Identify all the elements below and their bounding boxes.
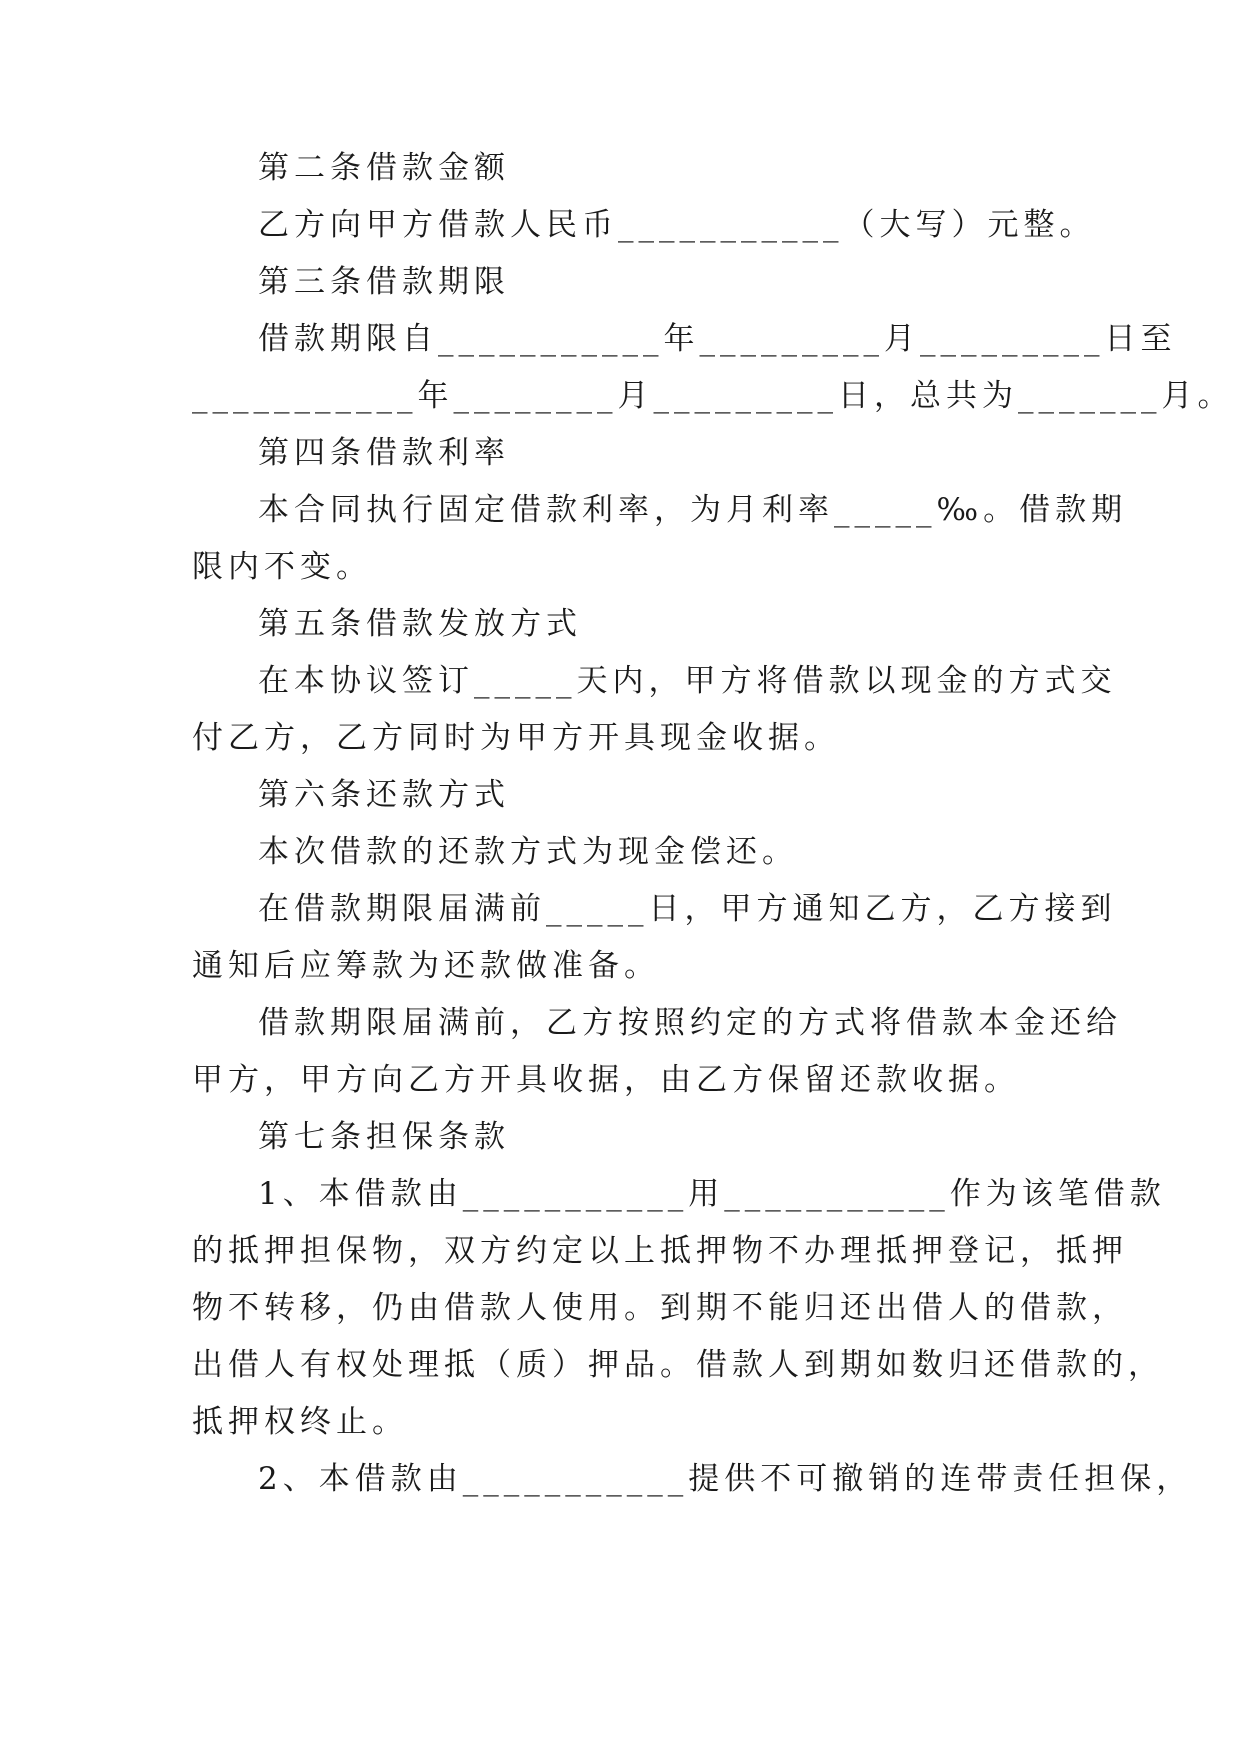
- paragraph-loan-amount: 乙方向甲方借款人民币___________（大写）元整。: [258, 207, 1096, 243]
- heading-article-5: 第五条借款发放方式: [258, 606, 582, 642]
- paragraph-repayment-notice-line-1: 在借款期限届满前_____日，甲方通知乙方，乙方接到: [258, 891, 1117, 927]
- heading-article-4: 第四条借款利率: [258, 435, 510, 471]
- paragraph-guarantee-1-line-5: 抵押权终止。: [192, 1404, 408, 1440]
- heading-article-6: 第六条还款方式: [258, 777, 510, 813]
- paragraph-loan-term-line-1: 借款期限自___________年_________月_________日至: [258, 321, 1177, 357]
- paragraph-guarantee-2-line-1: 2、本借款由___________提供不可撤销的连带责任担保，: [258, 1461, 1193, 1497]
- paragraph-loan-term-line-2: ___________年________月_________日，总共为_______月。: [192, 378, 1234, 414]
- paragraph-guarantee-1-line-4: 出借人有权处理抵（质）押品。借款人到期如数归还借款的，: [192, 1347, 1164, 1383]
- paragraph-guarantee-1-line-2: 的抵押担保物，双方约定以上抵押物不办理抵押登记，抵押: [192, 1233, 1128, 1269]
- heading-article-3: 第三条借款期限: [258, 264, 510, 300]
- paragraph-interest-rate-line-1: 本合同执行固定借款利率，为月利率_____‰。借款期: [258, 492, 1128, 528]
- heading-article-2: 第二条借款金额: [258, 150, 510, 186]
- paragraph-repayment-method: 本次借款的还款方式为现金偿还。: [258, 834, 798, 870]
- heading-article-7: 第七条担保条款: [258, 1119, 510, 1155]
- paragraph-disbursement-line-2: 付乙方，乙方同时为甲方开具现金收据。: [192, 720, 840, 756]
- paragraph-guarantee-1-line-3: 物不转移，仍由借款人使用。到期不能归还出借人的借款，: [192, 1290, 1128, 1326]
- paragraph-repayment-return-line-2: 甲方，甲方向乙方开具收据，由乙方保留还款收据。: [192, 1062, 1020, 1098]
- paragraph-repayment-notice-line-2: 通知后应筹款为还款做准备。: [192, 948, 660, 984]
- paragraph-disbursement-line-1: 在本协议签订_____天内，甲方将借款以现金的方式交: [258, 663, 1117, 699]
- paragraph-interest-rate-line-2: 限内不变。: [192, 549, 372, 585]
- paragraph-repayment-return-line-1: 借款期限届满前，乙方按照约定的方式将借款本金还给: [258, 1005, 1122, 1041]
- paragraph-guarantee-1-line-1: 1、本借款由___________用___________作为该笔借款: [258, 1176, 1166, 1212]
